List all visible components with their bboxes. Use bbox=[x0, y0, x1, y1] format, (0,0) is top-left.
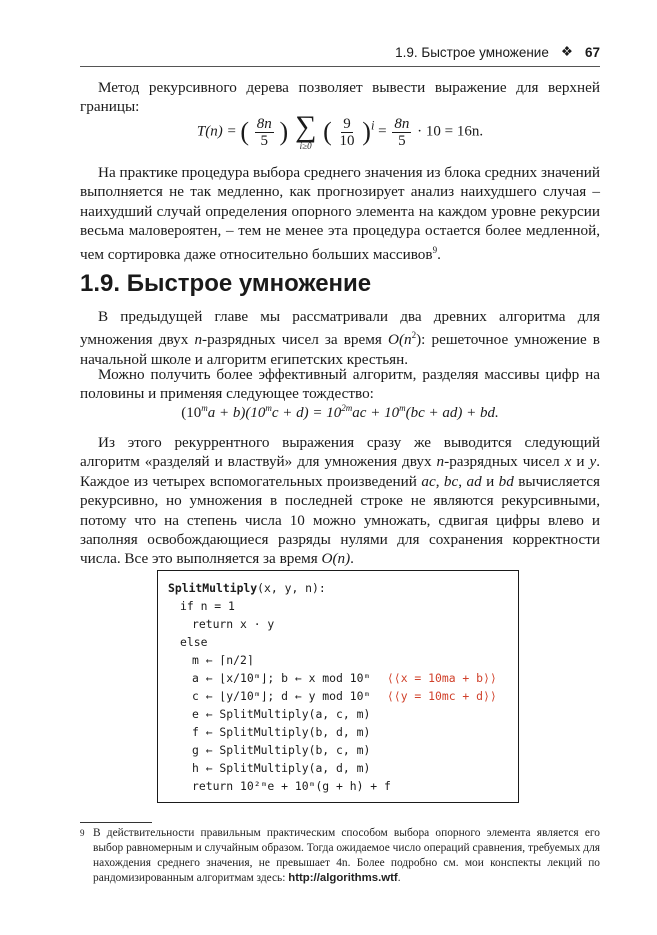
paragraph-text: На практике процедура выбора среднего значения из блока средних значений выполняется не так медленно, как прогнозирует анализ наихудшего случая – наихудший случай определения опорного элемента на каждом уровне рекурсии весьма маловероятен, – тем не менее эта процедура остается более медленной, чем сортировка даже относительно больших массивов bbox=[80, 164, 600, 263]
code-line: e ← SplitMultiply(a, c, m) bbox=[192, 707, 371, 721]
text-span: , bbox=[458, 472, 467, 490]
eq-sup: m bbox=[399, 403, 406, 413]
code-line: return 10²ᵐe + 10ᵐ(g + h) + f bbox=[192, 779, 391, 793]
header-rule bbox=[80, 66, 600, 67]
right-paren: ) bbox=[362, 117, 371, 146]
code-line: else bbox=[180, 635, 208, 649]
eq-part: (10 bbox=[181, 405, 202, 421]
code-line: f ← SplitMultiply(b, d, m) bbox=[192, 725, 371, 739]
math-ad: ad bbox=[466, 472, 482, 490]
exponent-i: i bbox=[370, 118, 375, 133]
math-n: n bbox=[194, 331, 203, 349]
code-function-name: SplitMultiply bbox=[168, 581, 258, 595]
footnote-end: . bbox=[397, 872, 401, 884]
eq-part: (bc + ad) + bd. bbox=[405, 405, 499, 421]
fraction-denominator: 5 bbox=[398, 132, 406, 149]
code-signature bbox=[168, 580, 326, 597]
text-span: Из этого рекуррентного выражения сразу же выводится следующий алгоритм «разделяй и властвуй» для умножения двух bbox=[80, 434, 600, 471]
eq-part: c + d) = 10 bbox=[271, 405, 342, 421]
page-number: 67 bbox=[584, 44, 600, 60]
math-exponent: 2 bbox=[411, 330, 417, 341]
math-complexity: O(n bbox=[387, 331, 412, 349]
right-paren: ) bbox=[279, 117, 289, 146]
code-line: h ← SplitMultiply(a, d, m) bbox=[192, 761, 371, 775]
footnote-link[interactable]: http://algorithms.wtf bbox=[288, 872, 398, 884]
section-heading: 1.9. Быстрое умножение bbox=[80, 270, 372, 297]
code-line: g ← SplitMultiply(b, c, m) bbox=[192, 743, 371, 757]
math-y: y bbox=[589, 453, 597, 471]
sum-index: i≥0 bbox=[299, 141, 312, 151]
sigma-icon: ∑ bbox=[294, 110, 317, 143]
text-span: и bbox=[571, 453, 590, 471]
code-comment-y: ⟨⟨y = 10mc + d⟩⟩ bbox=[387, 689, 497, 703]
code-line: a ← ⌊x/10ᵐ⌋; b ← x mod 10ᵐ bbox=[192, 671, 371, 685]
fraction-numerator: 9 bbox=[343, 115, 351, 132]
text-span: ): решеточное умножение в начальной школе и алгоритм египетских крестьян. bbox=[80, 331, 600, 368]
footnote-body: В действительности правильным практическим способом выбора опорного элемента является его выбор равномерным и случайным образом. Тогда ожидаемое число операций сравнения, требуемых для нахождения среднего значения, не превышает 4n. Более подробно см. мои конспекты лекций по рандомизированным алгоритмам здесь: bbox=[93, 827, 600, 884]
running-header-title: 1.9. Быстрое умножение bbox=[395, 44, 549, 60]
eq-sup: m bbox=[201, 403, 208, 413]
running-header bbox=[80, 44, 600, 60]
fraction-denominator: 10 bbox=[339, 132, 355, 149]
code-line: if n = 1 bbox=[180, 599, 235, 613]
code-line: c ← ⌊y/10ᵐ⌋; d ← y mod 10ᵐ bbox=[192, 689, 371, 703]
footnote-ref: 9 bbox=[432, 244, 438, 255]
fraction-8n-5 bbox=[255, 116, 274, 149]
fraction-8n-5-result bbox=[392, 116, 411, 149]
equals-sign: = bbox=[378, 123, 391, 140]
paragraph-identity-intro: Можно получить более эффективный алгоритм, разделяя массивы цифр на половины и применяя следующее тождество: bbox=[80, 366, 600, 403]
paragraph-end: . bbox=[437, 245, 441, 263]
fraction-numerator: 8n bbox=[394, 115, 410, 132]
equation-identity bbox=[80, 403, 600, 422]
paragraph-practice bbox=[80, 163, 600, 264]
math-bc: bc bbox=[443, 472, 459, 490]
footnote-text bbox=[93, 826, 600, 886]
fraction-9-10 bbox=[338, 116, 357, 149]
paragraph-divide-conquer bbox=[80, 433, 600, 569]
math-bd: bd bbox=[498, 472, 514, 490]
fraction-numerator: 8n bbox=[256, 115, 272, 132]
code-comment-x: ⟨⟨x = 10ma + b⟩⟩ bbox=[387, 671, 497, 685]
footnote-mark: 9 bbox=[80, 828, 85, 838]
left-paren: ( bbox=[323, 117, 332, 146]
math-complexity: O(n) bbox=[321, 550, 351, 568]
math-n: n bbox=[436, 453, 445, 471]
text-span: . Каждое из четырех вспомогательных произведений bbox=[80, 453, 600, 490]
text-span: -разрядных чисел за время bbox=[202, 331, 388, 349]
equation-tail: · 10 = 16n. bbox=[417, 123, 484, 140]
eq-part: a + b)(10 bbox=[207, 405, 266, 421]
text-span: . bbox=[350, 550, 354, 568]
left-paren: ( bbox=[240, 117, 250, 146]
paragraph-recursion-tree: Метод рекурсивного дерева позволяет вывести выражение для верхней границы: bbox=[80, 79, 600, 116]
ornament-icon: ❖ bbox=[560, 44, 573, 59]
code-function-args: (x, y, n): bbox=[257, 581, 326, 595]
sum-symbol bbox=[294, 110, 317, 151]
equation-lhs: T(n) = bbox=[196, 123, 241, 140]
equation-upper-bound bbox=[80, 110, 600, 151]
text-span: вычисляется рекурсивно, но умножения в последней строке не являются рекурсивными, потому что на степень числа 10 можно умножать, сдвигая цифры влево и заполняя освобождающиеся разряды нулями для сохранения корректности числа. Все это выполняется за время bbox=[80, 472, 600, 568]
code-line: m ← ⌈n/2⌉ bbox=[192, 653, 254, 667]
text-span: В предыдущей главе мы рассматривали два древних алгоритма для умножения двух bbox=[80, 308, 600, 349]
math-x: x bbox=[564, 453, 572, 471]
eq-part: ac + 10 bbox=[352, 405, 400, 421]
pseudocode-box bbox=[157, 570, 519, 803]
text-span: , bbox=[435, 472, 444, 490]
fraction-denominator: 5 bbox=[260, 132, 269, 149]
paragraph-intro-multiplication bbox=[80, 307, 600, 369]
eq-sup: m bbox=[265, 403, 272, 413]
code-line: return x · y bbox=[192, 617, 275, 631]
footnote-rule bbox=[80, 822, 152, 823]
math-ac: ac bbox=[421, 472, 436, 490]
eq-sup: 2m bbox=[341, 403, 353, 413]
text-span: и bbox=[481, 472, 499, 490]
text-span: -разрядных чисел bbox=[444, 453, 565, 471]
